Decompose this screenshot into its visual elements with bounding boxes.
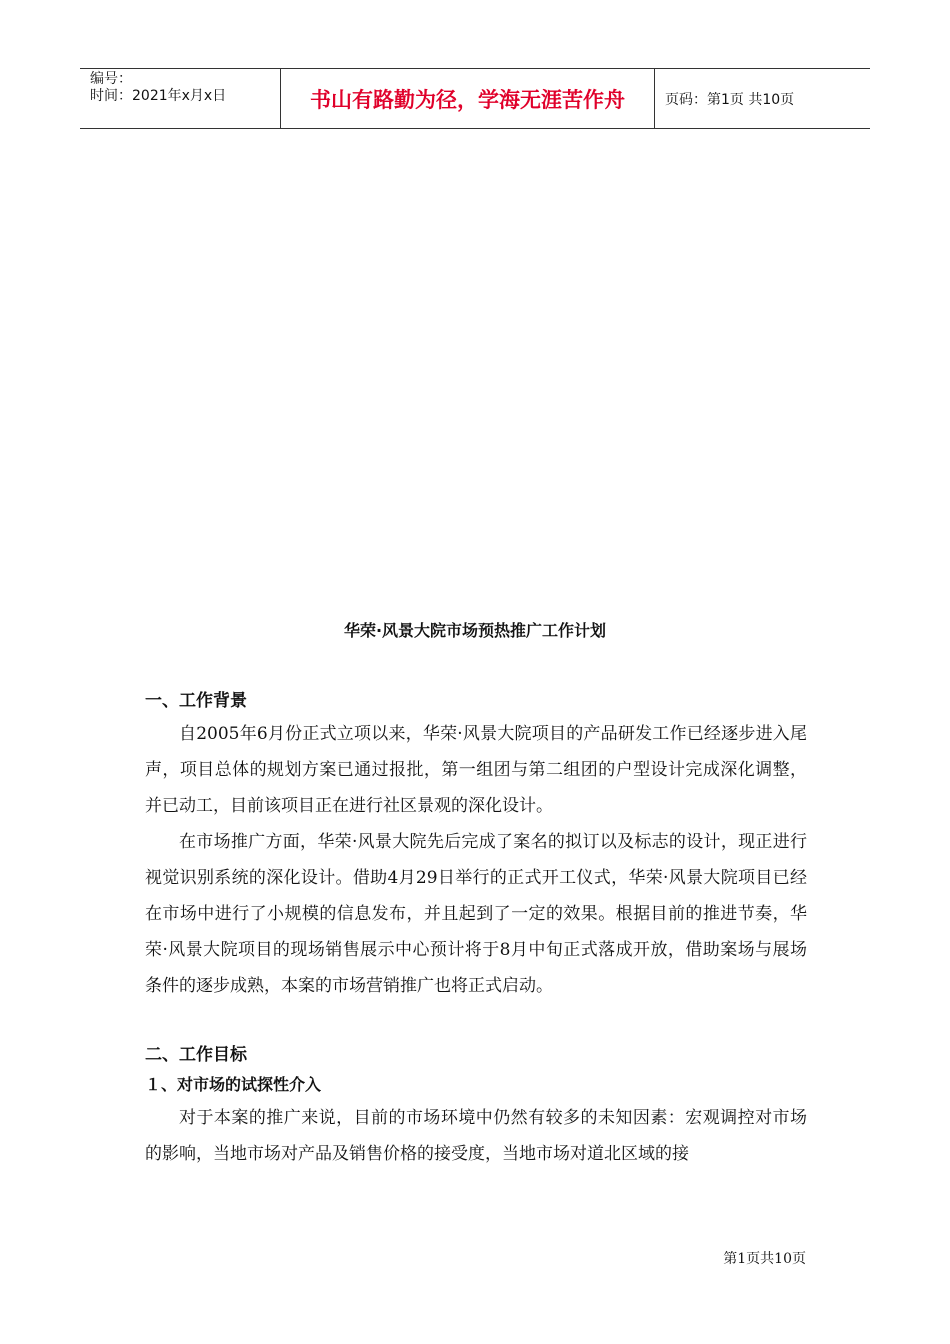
paragraph: 自2005年6月份正式立项以来，华荣·风景大院项目的产品研发工作已经逐步进入尾声，项目总体的规划方案已通过报批，第一组团与第二组团的户型设计完成深化调整，并已动工，目前该项目正在进行社区景观的深化设计。: [145, 724, 807, 816]
header-table: [80, 68, 870, 129]
spacer: [145, 1004, 807, 1040]
document-body: [145, 686, 807, 1172]
header-page-info: 页码：第1页 共10页: [665, 91, 795, 108]
paragraph: 在市场推广方面，华荣·风景大院先后完成了案名的拟订以及标志的设计，现正进行视觉识别系统的深化设计。借助4月29日举行的正式开工仪式，华荣·风景大院项目已经在市场中进行了小规模的信息发布，并且起到了一定的效果。根据目前的推进节奏，华荣·风景大院项目的现场销售展示中心预计将于8月中旬正式落成开放，借助案场与展场条件的逐步成熟，本案的市场营销推广也将正式启动。: [145, 832, 807, 996]
header-meta: [80, 69, 281, 128]
paragraph: 对于本案的推广来说，目前的市场环境中仍然有较多的未知因素：宏观调控对市场的影响，当地市场对产品及销售价格的接受度，当地市场对道北区域的接: [145, 1108, 807, 1164]
header-motto: 书山有路勤为径，学海无涯苦作舟: [281, 69, 655, 128]
time-label: 时间：2021年x月x日: [90, 88, 227, 104]
footer-page-number: 第1页共10页: [723, 1251, 806, 1267]
document-title: 华荣·风景大院市场预热推广工作计划: [343, 621, 607, 640]
number-label: 编号：: [90, 71, 132, 87]
section-heading-background: 一、工作背景: [145, 691, 247, 711]
subsection-heading: １、对市场的试探性介入: [145, 1075, 322, 1094]
section-heading-goals: 二、工作目标: [145, 1045, 247, 1065]
